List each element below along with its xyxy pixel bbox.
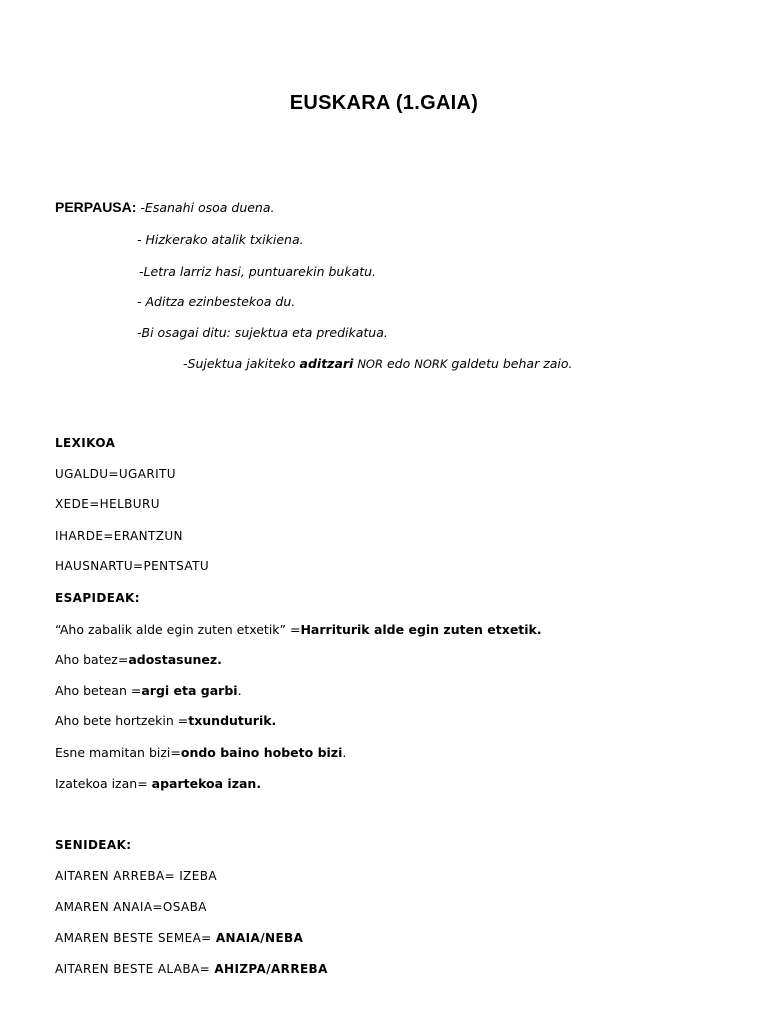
esapideak-item: [55, 745, 346, 760]
senideak-heading: SENIDEAK:: [55, 838, 132, 852]
senide-plain: AITAREN ARREBA= IZEBA: [55, 869, 218, 883]
esapide-tail: .: [237, 683, 242, 698]
senideak-item: [55, 931, 303, 945]
senideak-item: [55, 869, 217, 883]
esapide-plain: Aho batez=: [55, 652, 129, 667]
esapideak-heading: ESAPIDEAK:: [55, 591, 140, 605]
document-title: EUSKARA (1.GAIA): [289, 92, 479, 114]
esapide-bold: argi eta garbi: [141, 683, 238, 698]
lexikoa-item: UGALDU=UGARITU: [55, 467, 176, 481]
senide-plain: AITAREN BESTE ALABA=: [55, 962, 215, 976]
perpausa-item: - Hizkerako atalik txikiena.: [137, 232, 304, 247]
perpausa-item: - Aditza ezinbestekoa du.: [137, 294, 296, 309]
esapide-tail: .: [342, 745, 347, 760]
perpausa-item: -Bi osagai ditu: sujektua eta predikatua.: [137, 325, 388, 340]
lexikoa-heading: LEXIKOA: [55, 436, 116, 450]
esapide-plain: Aho bete hortzekin =: [55, 713, 189, 728]
esapide-bold: Harriturik alde egin zuten etxetik.: [300, 622, 542, 637]
esapide-bold: ondo baino hobeto bizi: [180, 745, 343, 760]
perpausa-label: PERPAUSA:: [55, 199, 137, 215]
esapide-bold: txunduturik.: [188, 713, 277, 728]
senide-bold: AHIZPA/ARREBA: [214, 962, 328, 976]
senide-bold: ANAIA/NEBA: [215, 931, 304, 945]
lexikoa-item: XEDE=HELBURU: [55, 497, 160, 511]
esapide-bold: apartekoa izan.: [151, 776, 262, 791]
esapideak-item: [55, 683, 242, 698]
lexikoa-item: IHARDE=ERANTZUN: [55, 529, 183, 543]
subitem-mid: edo: [382, 356, 415, 371]
senideak-item: [55, 900, 207, 914]
perpausa-subitem: [183, 356, 573, 371]
esapide-plain: Esne mamitan bizi=: [55, 745, 181, 760]
lexikoa-item: HAUSNARTU=PENTSATU: [55, 559, 210, 573]
perpausa-item: -Letra larriz hasi, puntuarekin bukatu.: [139, 264, 377, 279]
senideak-item: [55, 962, 328, 976]
esapideak-item: [55, 713, 276, 728]
subitem-post: galdetu behar zaio.: [447, 356, 573, 371]
senide-plain: AMAREN ANAIA=OSABA: [55, 900, 207, 914]
esapide-plain: Izatekoa izan=: [55, 776, 152, 791]
senide-plain: AMAREN BESTE SEMEA=: [55, 931, 216, 945]
perpausa-line: [55, 199, 274, 215]
perpausa-item: -Esanahi osoa duena.: [140, 200, 275, 215]
subitem-pre: -Sujektua jakiteko: [183, 356, 300, 371]
esapideak-item: [55, 622, 542, 637]
esapide-plain: “Aho zabalik alde egin zuten etxetik” =: [55, 622, 301, 637]
esapide-plain: Aho betean =: [55, 683, 142, 698]
esapideak-item: [55, 652, 222, 667]
esapide-bold: adostasunez.: [128, 652, 222, 667]
subitem-bold: aditzari: [299, 356, 354, 371]
subitem-nork: NORK: [414, 357, 448, 371]
esapideak-item: [55, 776, 261, 791]
subitem-nor: NOR: [357, 357, 383, 371]
